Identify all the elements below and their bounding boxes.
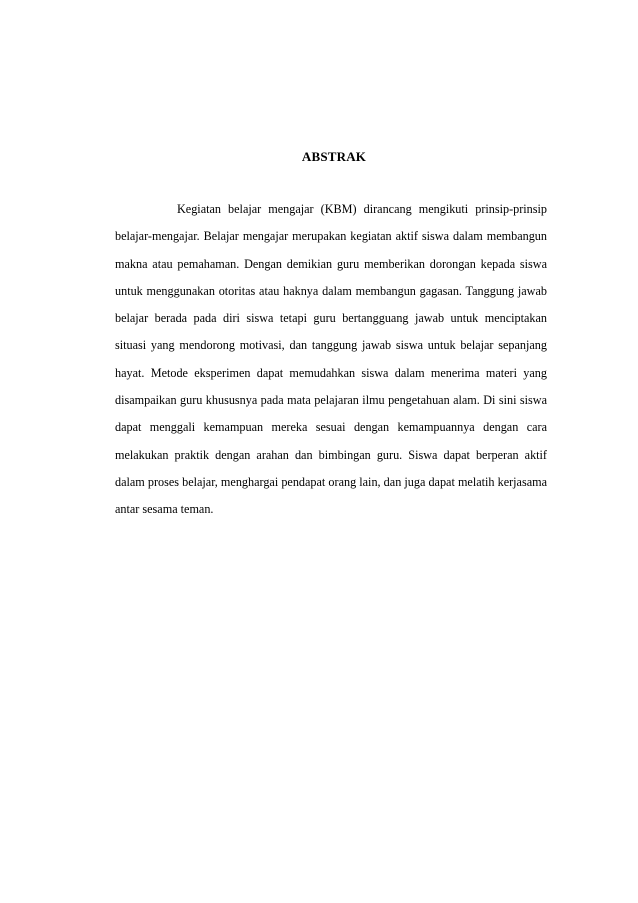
abstract-paragraph: Kegiatan belajar mengajar (KBM) dirancang mengikuti prinsip-prinsip belajar-mengajar. Belajar mengajar merupakan kegiatan aktif siswa dalam membangun makna atau pemahaman. Dengan demikian guru memberikan dorongan kepada siswa untuk menggunakan otoritas atau haknya dalam membangun gagasan. Tanggung jawab belajar berada pada diri siswa tetapi guru bertangguang jawab untuk menciptakan situasi yang mendorong motivasi, dan tanggung jawab siswa untuk belajar sepanjang hayat. Metode eksperimen dapat memudahkan siswa dalam menerima materi yang disampaikan guru khususnya pada mata pelajaran ilmu pengetahuan alam. Di sini siswa dapat menggali kemampuan mereka sesuai dengan kemampuannya dengan cara melakukan praktik dengan arahan dan bimbingan guru. Siswa dapat berperan aktif dalam proses belajar, menghargai pendapat orang lain, dan juga dapat melatih kerjasama antar sesama teman. — [115, 202, 547, 517]
page-title: ABSTRAK — [301, 149, 367, 164]
